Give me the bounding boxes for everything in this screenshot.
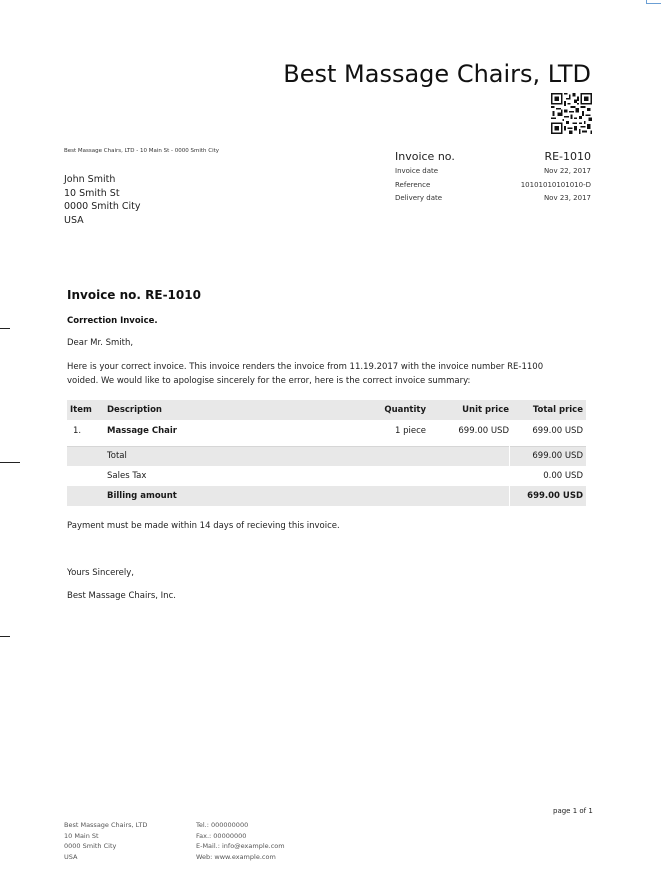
sender-address-line: Best Massage Chairs, LTD - 10 Main St - 0000 Smith City <box>64 148 220 154</box>
page-corner-mark <box>646 0 661 4</box>
total-row <box>67 446 586 466</box>
recipient-street: 10 Smith St <box>64 187 120 199</box>
sales-tax-value: 0.00 USD <box>543 471 583 481</box>
footer-phone: Tel.: 000000000 <box>196 821 249 829</box>
invoice-date-value: Nov 22, 2017 <box>543 167 591 175</box>
invoice-number: RE-1010 <box>544 150 591 163</box>
intro-paragraph <box>67 361 597 388</box>
page-number: page 1 of 1 <box>553 807 593 815</box>
reference-label: Reference <box>395 180 431 189</box>
header-unit-price: Unit price <box>462 405 509 415</box>
qr-code-icon <box>551 93 592 134</box>
delivery-date-row <box>395 192 591 206</box>
footer-address <box>64 820 147 862</box>
recipient-city: 0000 Smith City <box>64 201 141 212</box>
invoice-date-label: Invoice date <box>395 167 439 175</box>
delivery-date-label: Delivery date <box>395 194 443 202</box>
billing-amount-value: 699.00 USD <box>527 491 583 501</box>
salutation: Dear Mr. Smith, <box>67 338 134 348</box>
sales-tax-row <box>67 466 586 486</box>
recipient-country: USA <box>64 214 84 226</box>
invoice-number-row <box>395 148 591 165</box>
delivery-date-value: Nov 23, 2017 <box>543 194 591 202</box>
billing-amount-row <box>67 486 586 506</box>
table-header-row <box>67 400 586 420</box>
footer-city: 0000 Smith City <box>64 842 117 850</box>
footer-website: Web: www.example.com <box>196 852 276 861</box>
reference-value: 10101010101010-D <box>520 180 591 189</box>
footer-street: 10 Main St <box>64 831 99 840</box>
total-label: Total <box>107 446 509 466</box>
closing: Yours Sincerely, <box>67 568 134 578</box>
header-quantity: Quantity <box>384 405 426 415</box>
recipient-name: John Smith <box>64 174 116 185</box>
recipient-address <box>64 173 141 227</box>
item-description: Massage Chair <box>107 426 177 436</box>
footer-country: USA <box>64 852 78 861</box>
table-row <box>67 420 586 442</box>
invoice-meta <box>395 148 591 206</box>
document-subheading: Correction Invoice. <box>67 316 158 326</box>
document-heading: Invoice no. RE-1010 <box>67 288 201 302</box>
item-quantity: 1 piece <box>395 426 426 436</box>
sales-tax-label: Sales Tax <box>107 466 509 486</box>
invoice-date-row <box>395 165 591 179</box>
total-value: 699.00 USD <box>532 451 583 462</box>
reference-row <box>395 179 591 193</box>
punch-mark <box>0 462 20 463</box>
footer-email: E-Mail.: info@example.com <box>196 842 285 850</box>
header-total-price: Total price <box>532 405 583 415</box>
company-name: Best Massage Chairs, LTD <box>283 60 591 88</box>
intro-line-1: Here is your correct invoice. This invoice renders the invoice from 11.19.2017 with the invoice number RE-1100 <box>67 362 544 372</box>
intro-line-2: voided. We would like to apologise sincerely for the error, here is the correct invoice summary: <box>67 375 471 386</box>
payment-note: Payment must be made within 14 days of recieving this invoice. <box>67 521 340 531</box>
header-description: Description <box>107 405 162 415</box>
invoice-items-table <box>67 400 586 506</box>
footer-contact <box>196 820 285 862</box>
billing-amount-label: Billing amount <box>107 486 509 506</box>
item-number: 1. <box>73 426 82 436</box>
item-total-price: 699.00 USD <box>532 426 583 436</box>
footer-fax: Fax.: 00000000 <box>196 831 247 840</box>
fold-mark <box>0 636 10 637</box>
signature: Best Massage Chairs, Inc. <box>67 591 176 601</box>
footer-company: Best Massage Chairs, LTD <box>64 821 148 829</box>
invoice-number-label: Invoice no. <box>395 150 455 163</box>
item-unit-price: 699.00 USD <box>458 426 509 436</box>
fold-mark <box>0 328 10 329</box>
header-item: Item <box>70 405 92 415</box>
